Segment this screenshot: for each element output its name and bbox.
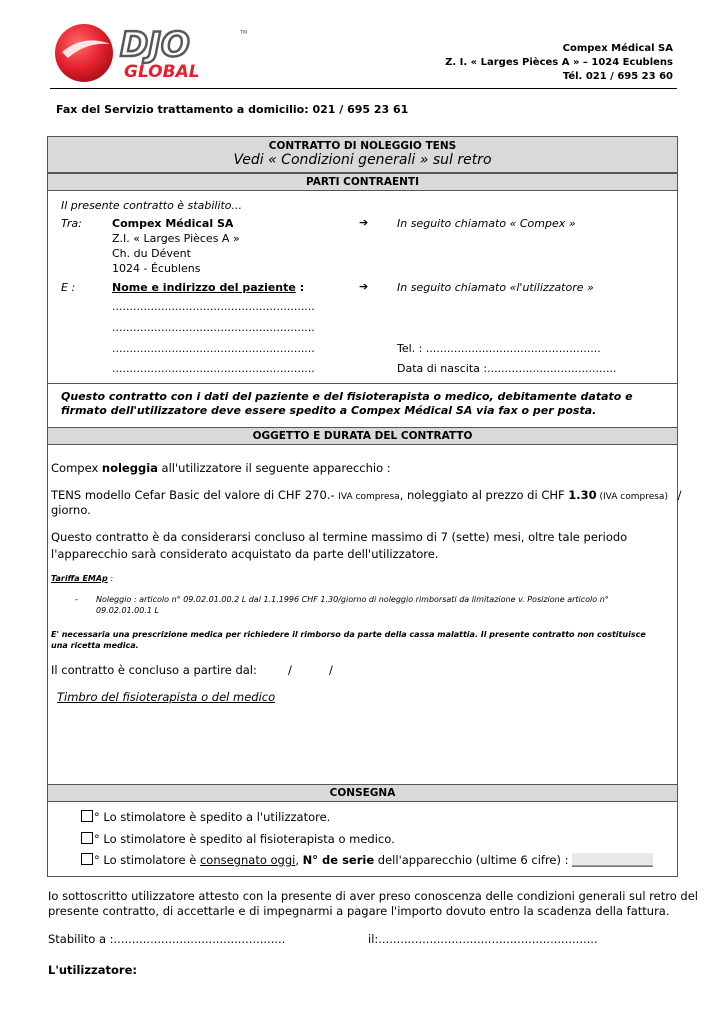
tens-price: 1.30 bbox=[568, 488, 597, 502]
compex-address-3: 1024 - Écublens bbox=[112, 262, 201, 275]
company-phone: Tél. 021 / 695 23 60 bbox=[562, 71, 673, 82]
contract-subtitle: Vedi « Condizioni generali » sul retro bbox=[233, 152, 492, 168]
patient-line-2[interactable]: .......................................................... bbox=[112, 321, 315, 334]
divider bbox=[48, 383, 677, 384]
date-slash-2[interactable]: / bbox=[329, 663, 333, 677]
checkbox[interactable] bbox=[81, 832, 93, 844]
checkbox[interactable] bbox=[81, 853, 93, 865]
option-1-label: ° Lo stimolatore è spedito a l'utilizzatore. bbox=[94, 810, 331, 824]
compex-address-1: Z.I. « Larges Pièces A » bbox=[112, 232, 240, 245]
checkbox[interactable] bbox=[81, 810, 93, 822]
company-name: Compex Médical SA bbox=[562, 43, 673, 54]
header-divider bbox=[50, 88, 677, 89]
delivery-header: CONSEGNA bbox=[48, 784, 677, 802]
option-3-delivered-today: consegnato oggi bbox=[199, 853, 296, 867]
tariff-title: Tariffa EMAp bbox=[51, 574, 108, 583]
delivery-option-2[interactable] bbox=[81, 832, 395, 846]
rent-text-bold: noleggia bbox=[101, 461, 158, 475]
tariff-line-2: 09.02.01.00.1 L bbox=[96, 606, 159, 615]
patient-line-1[interactable]: .......................................................... bbox=[112, 300, 315, 313]
logo-djo-text: DJO bbox=[120, 25, 190, 65]
fax-line: Fax del Servizio trattamento a domicilio: 021 / 695 23 61 bbox=[56, 103, 409, 116]
contract-box bbox=[47, 136, 682, 877]
arrow-right-icon: ➔ bbox=[359, 280, 369, 293]
object-header: OGGETTO E DURATA DEL CONTRATTO bbox=[48, 427, 677, 445]
tariff-colon: : bbox=[107, 574, 114, 583]
tens-vat-2: (IVA compresa) bbox=[596, 492, 668, 502]
user-signature-label: L'utilizzatore: bbox=[48, 963, 137, 977]
company-street: Z. I. « Larges Pièces A » – 1024 Ecublens bbox=[445, 57, 673, 68]
tens-text-a: TENS modello Cefar Basic del valore di CHF 270.- bbox=[51, 488, 339, 502]
tens-text-c: , noleggiato al prezzo di CHF bbox=[399, 488, 569, 502]
e-label: E : bbox=[61, 281, 76, 294]
tariff-dash: - bbox=[75, 595, 78, 604]
prescription-line-2: una ricetta medica. bbox=[51, 641, 139, 650]
delivery-option-3[interactable] bbox=[81, 853, 653, 867]
rent-text-c: all'utilizzatore il seguente apparecchio : bbox=[157, 461, 391, 475]
contract-intro: Il presente contratto è stabilito... bbox=[61, 199, 243, 212]
option-3-label-e: dell'apparecchio (ultime 6 cifre) : bbox=[374, 853, 573, 867]
rent-line bbox=[51, 461, 391, 475]
start-date-label: Il contratto è concluso a partire dal: bbox=[51, 663, 257, 677]
prescription-line-1: E' necessaria una prescrizione medica per richiedere il rimborso da parte della cassa malattia. Il presente contratto non costituisce bbox=[51, 630, 646, 639]
compex-note: In seguito chiamato « Compex » bbox=[397, 217, 576, 230]
arrow-right-icon: ➔ bbox=[359, 216, 369, 229]
patient-line-4[interactable]: .......................................................... bbox=[112, 362, 315, 375]
logo-tm: TM bbox=[240, 30, 248, 36]
contract-title-bar bbox=[48, 137, 677, 173]
declaration-line-2: presente contratto, di accettarle e di impegnarmi a pagare l'importo dovuto entro la scadenza della fattura. bbox=[48, 904, 670, 918]
serial-number-field[interactable]: ______________ bbox=[572, 853, 653, 867]
date-slash-1[interactable]: / bbox=[288, 663, 292, 677]
tariff-title-wrap bbox=[51, 574, 113, 583]
compex-name: Compex Médical SA bbox=[112, 217, 234, 230]
stamp-area[interactable] bbox=[48, 711, 677, 783]
tariff-line-1: Noleggio : articolo n° 09.02.01.00.2 L dal 1.1.1996 CHF 1.30/giorno di noleggio rimborsati da limitazione v. Posizione articolo n° bbox=[96, 595, 609, 604]
patient-line-3[interactable]: .......................................................... bbox=[112, 342, 315, 355]
patient-label-colon: : bbox=[295, 281, 305, 294]
birth-date-field[interactable]: Data di nascita :..................................... bbox=[397, 362, 617, 375]
tens-vat-1: IVA compresa bbox=[338, 492, 400, 502]
duration-line-2: l'apparecchio sarà considerato acquistato da parte dell'utilizzatore. bbox=[51, 547, 439, 561]
rent-text-a: Compex bbox=[51, 461, 102, 475]
tel-field[interactable]: Tel. : .................................................. bbox=[397, 342, 601, 355]
tens-slash: / bbox=[673, 488, 682, 502]
stamp-label: Timbro del fisioterapista o del medico bbox=[57, 690, 276, 704]
tra-label: Tra: bbox=[61, 217, 82, 230]
duration-line-1: Questo contratto è da considerarsi concluso al termine massimo di 7 (sette) mesi, oltre tale periodo bbox=[51, 530, 628, 544]
option-3-comma: , bbox=[295, 853, 303, 867]
date-field[interactable]: il:............................................................ bbox=[368, 932, 598, 946]
notice-text: Questo contratto con i dati del paziente e del fisioterapista o medico, debitamente datato e firmato dell'utilizzatore deve essere spedito a Compex Médical SA via fax o per posta. bbox=[61, 390, 633, 417]
logo-global-text: GLOBAL bbox=[124, 62, 200, 82]
parties-header: PARTI CONTRAENTI bbox=[48, 173, 677, 191]
option-3-serial-label: N° de serie bbox=[302, 853, 375, 867]
contract-title: CONTRATTO DI NOLEGGIO TENS bbox=[268, 140, 457, 152]
tens-line bbox=[51, 488, 682, 502]
declaration-line-1: Io sottoscritto utilizzatore attesto con la presente di aver preso conoscenza delle condizioni generali sul retro del bbox=[48, 889, 698, 903]
patient-label: Nome e indirizzo del paziente bbox=[112, 281, 296, 294]
patient-note: In seguito chiamato «l'utilizzatore » bbox=[397, 281, 594, 294]
option-2-label: ° Lo stimolatore è spedito al fisioterapista o medico. bbox=[94, 832, 395, 846]
compex-address-2: Ch. du Dévent bbox=[112, 247, 191, 260]
patient-label-wrap bbox=[112, 281, 304, 294]
tens-day: giorno. bbox=[51, 503, 91, 517]
company-address bbox=[445, 42, 673, 84]
option-3-label-a: ° Lo stimolatore è bbox=[94, 853, 200, 867]
established-at-field[interactable]: Stabilito a :............................................... bbox=[48, 932, 286, 946]
djo-global-logo bbox=[54, 22, 259, 84]
delivery-option-1[interactable] bbox=[81, 810, 330, 824]
